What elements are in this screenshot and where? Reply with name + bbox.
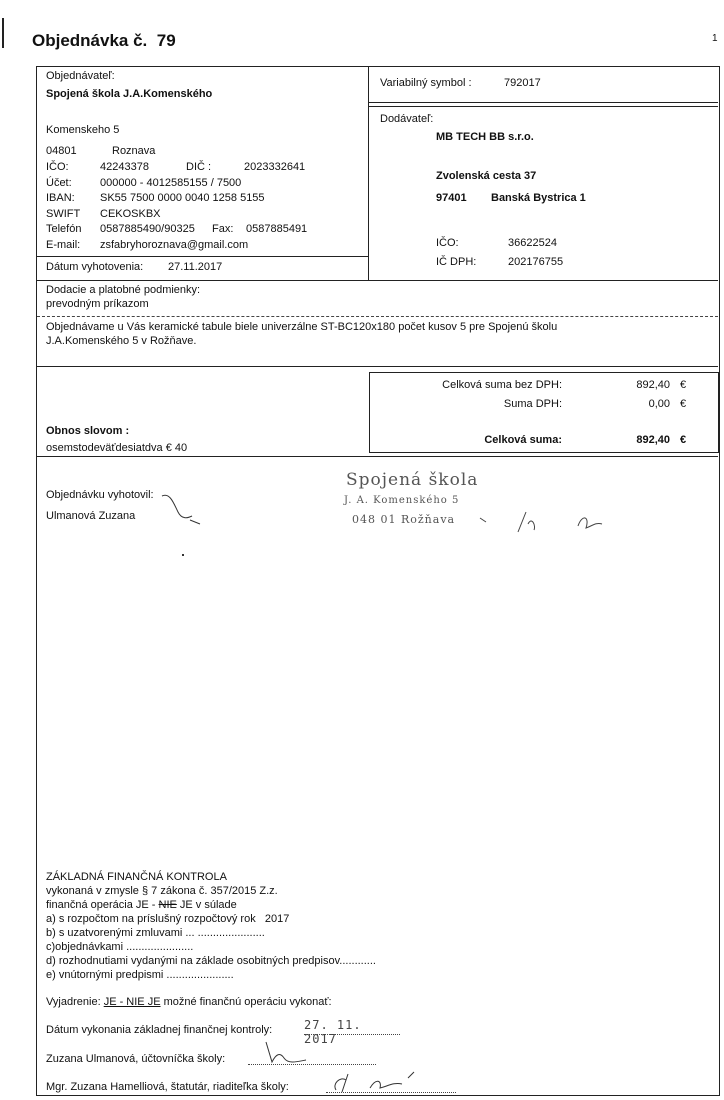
control-date-value: 27. 11. 2017	[304, 1018, 362, 1046]
buyer-supplier-divider	[368, 67, 369, 280]
buyer-ucet: 000000 - 4012585155 / 7500	[100, 177, 242, 189]
grand-total-currency: €	[680, 434, 687, 446]
buyer-iban-label: IBAN:	[46, 192, 75, 204]
stamp-line2: J. A. Komenského 5	[344, 495, 460, 506]
buyer-swift-label: SWIFT	[46, 208, 81, 220]
buyer-city: Roznava	[112, 145, 156, 157]
vat-value: 0,00	[648, 398, 670, 410]
control-item-e: e) vnútornými predpismi ......................	[46, 969, 234, 981]
buyer-zip: 04801	[46, 145, 77, 157]
control-law: vykonaná v zmysle § 7 zákona č. 357/2015 Z.z.	[46, 885, 278, 897]
supplier-city: Banská Bystrica 1	[491, 192, 586, 204]
grand-total-label: Celková suma:	[484, 434, 562, 446]
grand-total-value: 892,40	[636, 434, 670, 446]
varsym-divider	[368, 102, 718, 103]
supplier-street: Zvolenská cesta 37	[436, 170, 537, 182]
buyer-ucet-label: Účet:	[46, 177, 72, 189]
buyer-tel-label: Telefón	[46, 223, 82, 235]
control-item-b: b) s uzatvorenými zmluvami ... ......................	[46, 927, 265, 939]
words-divider	[37, 456, 718, 457]
supplier-icdph: 202176755	[508, 256, 564, 268]
buyer-email: zsfabryhoroznava@gmail.com	[100, 239, 249, 251]
net-total-label: Celková suma bez DPH:	[442, 379, 562, 391]
buyer-dic: 2023332641	[244, 161, 306, 173]
stamp-line3: 048 01 Rožňava	[352, 513, 456, 526]
vat-label: Suma DPH:	[503, 398, 562, 410]
buyer-name: Spojená škola J.A.Komenského	[46, 88, 213, 100]
control-item-d: d) rozhodnutiami vydanými na základe osobitných predpisov............	[46, 955, 376, 967]
director-signature	[330, 1070, 440, 1096]
supplier-ico: 36622524	[508, 237, 557, 249]
words-value: osemstodeväťdesiatdva € 40	[46, 442, 188, 454]
page-title: Objednávka č. 79	[32, 31, 176, 50]
totals-divider	[37, 366, 718, 367]
prepared-by-signature	[160, 490, 210, 526]
buyer-iban: SK55 7500 0000 0040 1258 5155	[100, 192, 265, 204]
order-text-line2: J.A.Komenského 5 v Rožňave.	[46, 335, 197, 347]
supplier-name: MB TECH BB s.r.o.	[436, 131, 534, 143]
control-operation: finančná operácia JE - NIE JE v súlade	[46, 899, 237, 911]
net-total-currency: €	[680, 379, 687, 391]
control-title: ZÁKLADNÁ FINANČNÁ KONTROLA	[46, 871, 227, 883]
order-number: 79	[156, 31, 176, 50]
issue-date-label: Dátum vyhotovenia:	[46, 261, 144, 273]
order-text-line1: Objednávame u Vás keramické tabule biele univerzálne ST-BC120x180 počet kusov 5 pre Spojenú školu	[46, 321, 558, 333]
supplier-icdph-label: IČ DPH:	[436, 256, 477, 268]
prepared-by-name: Ulmanová Zuzana	[46, 510, 136, 522]
accountant-signature	[262, 1038, 312, 1066]
buyer-tel: 0587885490/90325	[100, 223, 195, 235]
buyer-ico: 42243378	[100, 161, 149, 173]
buyer-fax-label: Fax:	[212, 223, 234, 235]
issue-date: 27.11.2017	[168, 261, 223, 273]
stamp-line1: Spojená škola	[346, 470, 479, 490]
order-text-divider	[37, 316, 718, 317]
words-label: Obnos slovom :	[46, 425, 130, 437]
buyer-label: Objednávateľ:	[46, 70, 115, 82]
terms-divider	[37, 280, 718, 281]
varsym-value: 792017	[504, 77, 541, 89]
stray-dot	[182, 554, 184, 556]
scan-edge-mark	[2, 18, 4, 48]
supplier-ico-label: IČO:	[436, 237, 459, 249]
accountant-line: Zuzana Ulmanová, účtovníčka školy:	[46, 1053, 226, 1065]
control-date-label: Dátum vykonania základnej finančnej kontroly:	[46, 1024, 273, 1036]
control-item-c: c)objednávkami ......................	[46, 941, 194, 953]
control-declaration-choice: JE - NIE JE	[103, 996, 161, 1008]
net-total-value: 892,40	[636, 379, 670, 391]
control-item-a: a) s rozpočtom na príslušný rozpočtový rok 2017	[46, 913, 290, 925]
director-signature-top	[478, 506, 618, 536]
date-divider	[37, 256, 368, 257]
buyer-email-label: E-mail:	[46, 239, 81, 251]
prepared-by-label: Objednávku vyhotovil:	[46, 489, 154, 501]
director-line: Mgr. Zuzana Hamelliová, štatutár, riaditeľka školy:	[46, 1081, 289, 1093]
buyer-ico-label: IČO:	[46, 161, 69, 173]
buyer-fax: 0587885491	[246, 223, 308, 235]
supplier-label: Dodávateľ:	[380, 113, 434, 125]
terms-value: prevodným príkazom	[46, 298, 149, 310]
buyer-dic-label: DIČ :	[186, 161, 212, 173]
vat-currency: €	[680, 398, 687, 410]
control-operation-struck: NIE	[158, 899, 177, 911]
control-date-dotline	[304, 1034, 400, 1035]
supplier-zip: 97401	[436, 192, 467, 204]
varsym-label: Variabilný symbol :	[380, 77, 472, 89]
varsym-divider-2	[368, 106, 718, 107]
control-year: 2017	[264, 913, 290, 925]
page-number: 1	[712, 33, 718, 44]
buyer-swift: CEKOSKBX	[100, 208, 161, 220]
control-declaration: Vyjadrenie: JE - NIE JE možné finančnú operáciu vykonať:	[46, 996, 332, 1008]
terms-label: Dodacie a platobné podmienky:	[46, 284, 201, 296]
buyer-street: Komenskeho 5	[46, 124, 120, 136]
